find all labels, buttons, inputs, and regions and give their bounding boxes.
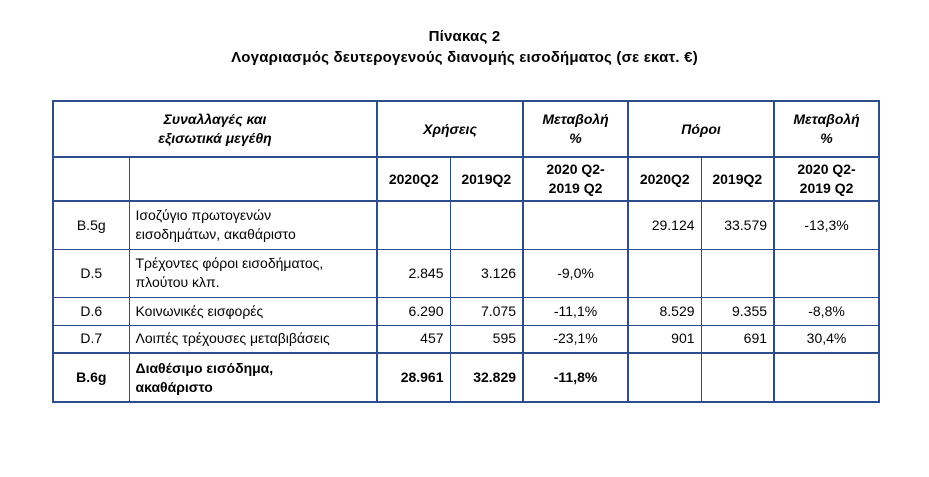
subheader-label-empty	[129, 157, 377, 201]
row-uses-change: -11,1%	[523, 297, 628, 325]
row-label	[129, 249, 377, 297]
row-res-change	[774, 249, 879, 297]
header-transactions	[53, 101, 377, 157]
subheader-res-2020: 2020Q2	[628, 157, 701, 201]
subheader-change-uses-line1: 2020 Q2-	[546, 161, 605, 177]
row-res-2020	[628, 249, 701, 297]
subheader-change-uses	[523, 157, 628, 201]
table-number: Πίνακας 2	[428, 28, 501, 45]
row-res-2019: 9.355	[701, 297, 774, 325]
row-res-change: 30,4%	[774, 325, 879, 353]
subheader-uses-2019: 2019Q2	[450, 157, 523, 201]
subheader-change-res-line1: 2020 Q2-	[797, 161, 856, 177]
header-change-resources-line1: Μεταβολή	[793, 111, 860, 127]
row-code: D.5	[53, 249, 129, 297]
row-uses-2020: 457	[377, 325, 450, 353]
table-row-d7	[53, 325, 879, 353]
row-code: B.6g	[53, 353, 129, 402]
row-res-2020: 901	[628, 325, 701, 353]
row-uses-2019: 7.075	[450, 297, 523, 325]
header-change-resources-line2: %	[820, 130, 833, 146]
subheader-code-empty	[53, 157, 129, 201]
row-uses-2019: 32.829	[450, 353, 523, 402]
row-uses-2019: 595	[450, 325, 523, 353]
row-res-change: -8,8%	[774, 297, 879, 325]
row-res-2020	[628, 353, 701, 402]
table-title: Λογαριασμός δευτερογενούς διανομής εισοδήματος (σε εκατ. €)	[231, 49, 698, 66]
row-uses-2019	[450, 201, 523, 249]
table-row-d5	[53, 249, 879, 297]
row-uses-change	[523, 201, 628, 249]
table-row-d6	[53, 297, 879, 325]
header-transactions-line1: Συναλλαγές και	[163, 111, 267, 127]
header-uses: Χρήσεις	[377, 101, 523, 157]
row-res-2019	[701, 249, 774, 297]
header-transactions-line2: εξισωτικά μεγέθη	[158, 130, 272, 146]
row-label-line1: Τρέχοντες φόροι εισοδήματος,	[135, 255, 324, 271]
header-row	[53, 101, 879, 157]
row-label-line2: πλούτου κλπ.	[135, 274, 220, 290]
subheader-change-res-line2: 2019 Q2	[799, 180, 854, 196]
row-uses-2020: 28.961	[377, 353, 450, 402]
subheader-change-res	[774, 157, 879, 201]
title-block	[0, 26, 929, 68]
row-label-line2: ακαθάριστο	[135, 378, 213, 395]
row-uses-change: -11,8%	[523, 353, 628, 402]
table-row-b5g	[53, 201, 879, 249]
table-row-b6g	[53, 353, 879, 402]
header-resources: Πόροι	[628, 101, 774, 157]
row-label-line1: Διαθέσιμο εισόδημα,	[135, 359, 274, 376]
header-change-uses	[523, 101, 628, 157]
row-uses-change: -9,0%	[523, 249, 628, 297]
subheader-res-2019: 2019Q2	[701, 157, 774, 201]
subheader-row	[53, 157, 879, 201]
row-res-2020: 29.124	[628, 201, 701, 249]
row-res-2020: 8.529	[628, 297, 701, 325]
row-uses-2020: 6.290	[377, 297, 450, 325]
header-change-resources	[774, 101, 879, 157]
row-label	[129, 201, 377, 249]
subheader-change-uses-line2: 2019 Q2	[548, 180, 603, 196]
row-res-change	[774, 353, 879, 402]
income-distribution-table	[52, 100, 880, 403]
row-code: D.6	[53, 297, 129, 325]
row-label-line2: εισοδημάτων, ακαθάριστο	[135, 226, 296, 243]
row-code: D.7	[53, 325, 129, 353]
row-res-2019: 691	[701, 325, 774, 353]
header-change-uses-line2: %	[569, 130, 582, 146]
row-res-2019	[701, 353, 774, 402]
row-uses-2020	[377, 201, 450, 249]
row-label: Κοινωνικές εισφορές	[129, 297, 377, 325]
row-uses-2019: 3.126	[450, 249, 523, 297]
row-label	[129, 353, 377, 402]
row-res-change: -13,3%	[774, 201, 879, 249]
row-uses-2020: 2.845	[377, 249, 450, 297]
row-label-line1: Ισοζύγιο πρωτογενών	[135, 207, 272, 224]
header-change-uses-line1: Μεταβολή	[542, 111, 609, 127]
row-code: B.5g	[53, 201, 129, 249]
row-uses-change: -23,1%	[523, 325, 628, 353]
row-label: Λοιπές τρέχουσες μεταβιβάσεις	[129, 325, 377, 353]
subheader-uses-2020: 2020Q2	[377, 157, 450, 201]
row-res-2019: 33.579	[701, 201, 774, 249]
